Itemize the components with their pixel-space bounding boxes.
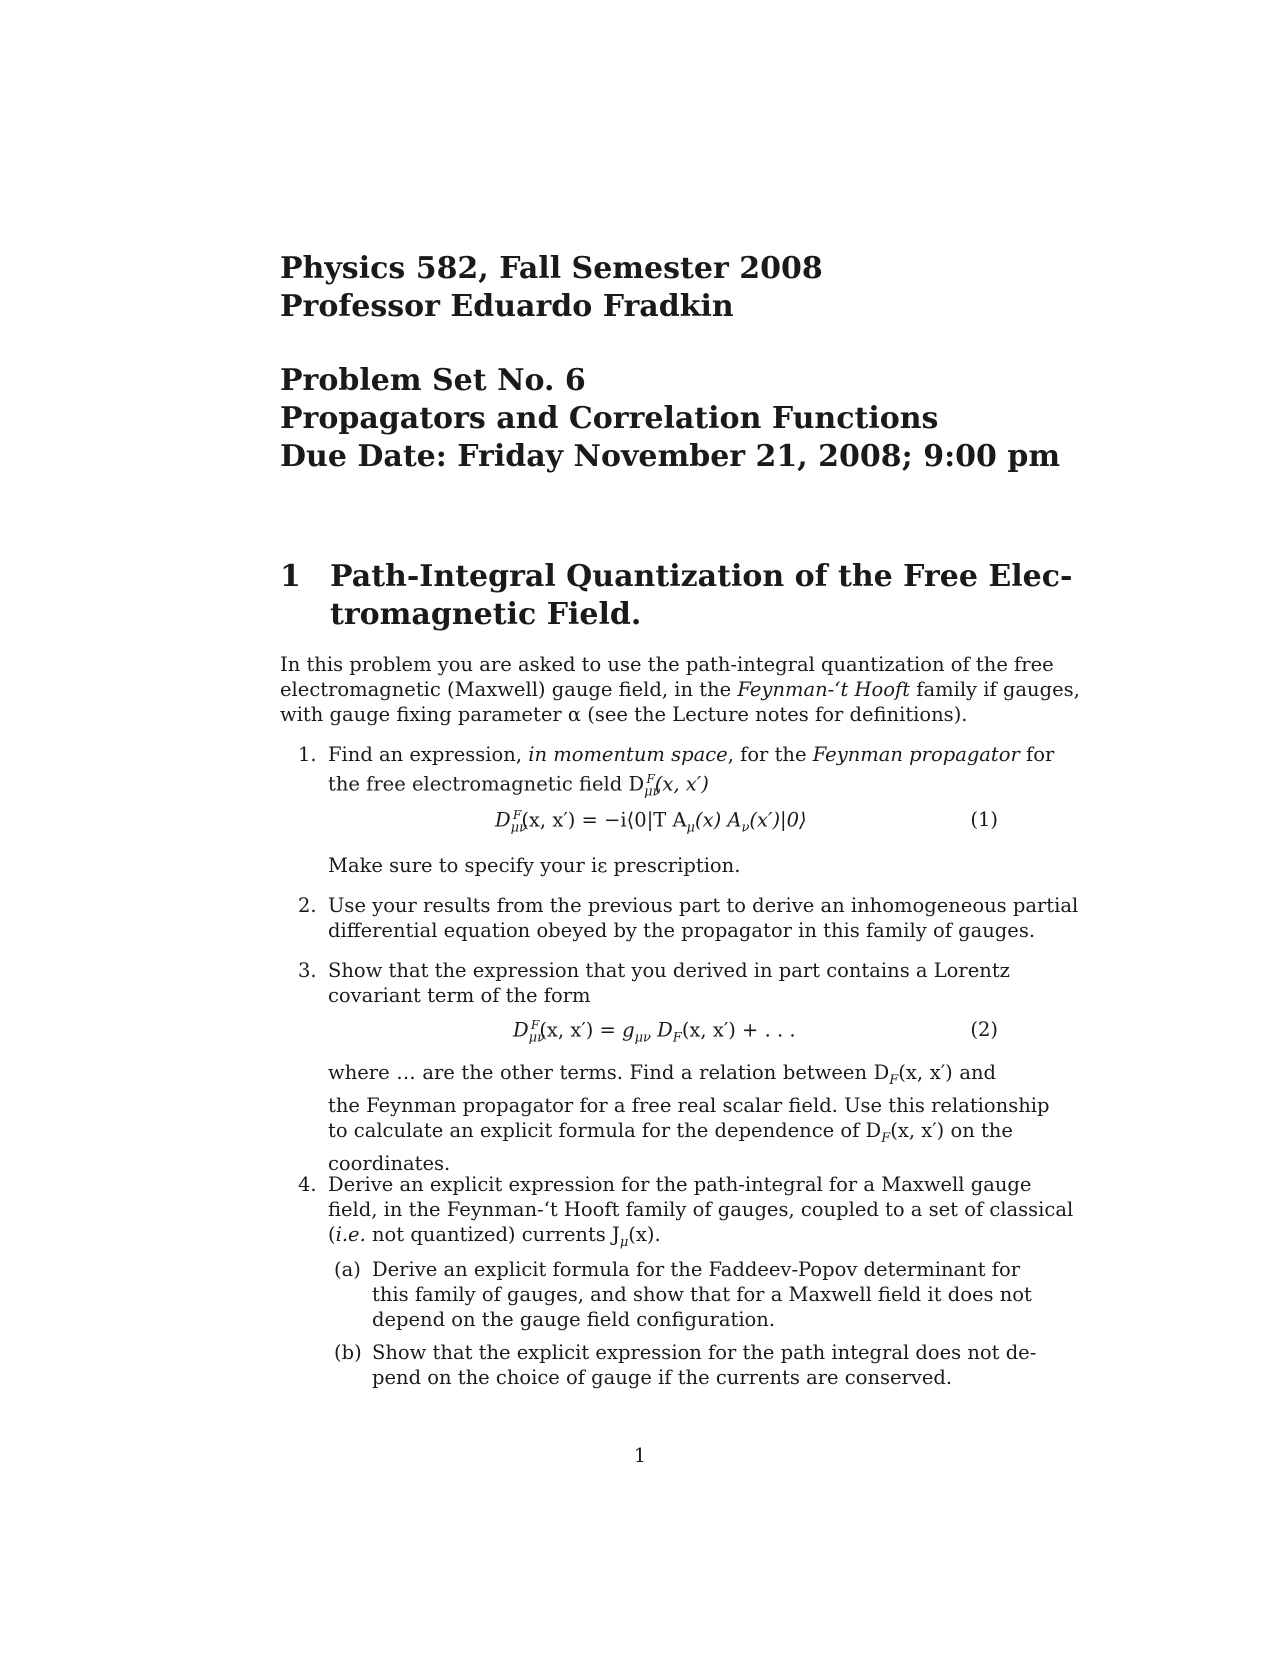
sub-a-line-2: this family of gauges, and show that for a Maxwell field it does not	[372, 1283, 1032, 1306]
sub-item-label: (b)	[334, 1341, 362, 1364]
equation-1-formula: $D_{\mu\nu}^F(x$, x′) = −i⟨0|T $A_\mu(x)$ $A_\nu(x')|0⟩$	[495, 808, 807, 836]
intro-line-2: electromagnetic (Maxwell) gauge field, in the Feynman-‘t Hooft family if gauges,	[280, 678, 1080, 701]
sub-item-label: (a)	[334, 1258, 361, 1281]
item4-line-1: Derive an explicit expression for the path-integral for a Maxwell gauge	[328, 1173, 1032, 1196]
item3-para-line-3: to calculate an explicit formula for the dependence of $D_F(x$, x′) on the	[328, 1118, 1013, 1146]
item1-line-1: Find an expression, in momentum space, for the Feynman propagator for	[328, 743, 1055, 766]
section-title-line-2: tromagnetic Field.	[330, 597, 642, 632]
item3-para-line-1: where … are the other terms. Find a relation between $D_F(x$, x′) and	[328, 1061, 996, 1088]
item-label: 3.	[298, 959, 317, 982]
item-label: 2.	[298, 894, 317, 917]
sub-a-line-3: depend on the gauge field configuration.	[372, 1308, 776, 1331]
due-date: Due Date: Friday November 21, 2008; 9:00 pm	[280, 439, 1061, 474]
equation-1	[330, 808, 998, 838]
section-title-line-1: Path-Integral Quantization of the Free Elec-	[330, 559, 1073, 594]
header-block	[280, 250, 1060, 476]
problem-set-number: Problem Set No. 6	[280, 363, 586, 398]
intro-line-3: with gauge fixing parameter α (see the Lecture notes for definitions).	[280, 703, 968, 726]
equation-2	[330, 1018, 998, 1048]
item4-line-3: (i.e. not quantized) currents $J_\mu(x)$.	[328, 1223, 661, 1250]
item1-note: Make sure to specify your iε prescription.	[328, 854, 741, 877]
professor-name: Professor Eduardo Fradkin	[280, 289, 734, 324]
intro-paragraph	[280, 652, 1080, 727]
intro-line-1: In this problem you are asked to use the path-integral quantization of the free	[280, 653, 1054, 676]
item2-line-2: differential equation obeyed by the propagator in this family of gauges.	[328, 919, 1036, 942]
equation-2-formula: $D_{\mu\nu}^F(x$, $x') = g_{\mu\nu}$ $D_F(x$, x′) + . . .	[513, 1018, 796, 1046]
item-label: 1.	[298, 743, 317, 766]
section-number: 1	[280, 559, 301, 594]
problem-set-topic: Propagators and Correlation Functions	[280, 401, 939, 436]
equation-1-number: (1)	[970, 808, 998, 831]
item4-line-2: field, in the Feynman-‘t Hooft family of gauges, coupled to a set of classical	[328, 1198, 1074, 1221]
page-number: 1	[633, 1444, 647, 1467]
item1-line-2: the free electromagnetic field $D_{\mu\nu}^F(x$, x′)	[328, 772, 709, 800]
item3-line-1: Show that the expression that you derived in part contains a Lorentz	[328, 959, 1010, 982]
item2-line-1: Use your results from the previous part to derive an inhomogeneous partial	[328, 894, 1079, 917]
item3-para-line-4: coordinates.	[328, 1151, 451, 1175]
item3-line-2: covariant term of the form	[328, 984, 591, 1007]
course-title: Physics 582, Fall Semester 2008	[280, 251, 823, 286]
item3-para-line-2: the Feynman propagator for a free real scalar field. Use this relationship	[328, 1093, 1050, 1117]
sub-b-line-2: pend on the choice of gauge if the currents are conserved.	[372, 1366, 953, 1389]
item-label: 4.	[298, 1173, 317, 1196]
sub-a-line-1: Derive an explicit formula for the Faddeev-Popov determinant for	[372, 1258, 1021, 1281]
sub-b-line-1: Show that the explicit expression for the path integral does not de-	[372, 1341, 1037, 1364]
equation-2-number: (2)	[970, 1018, 998, 1041]
